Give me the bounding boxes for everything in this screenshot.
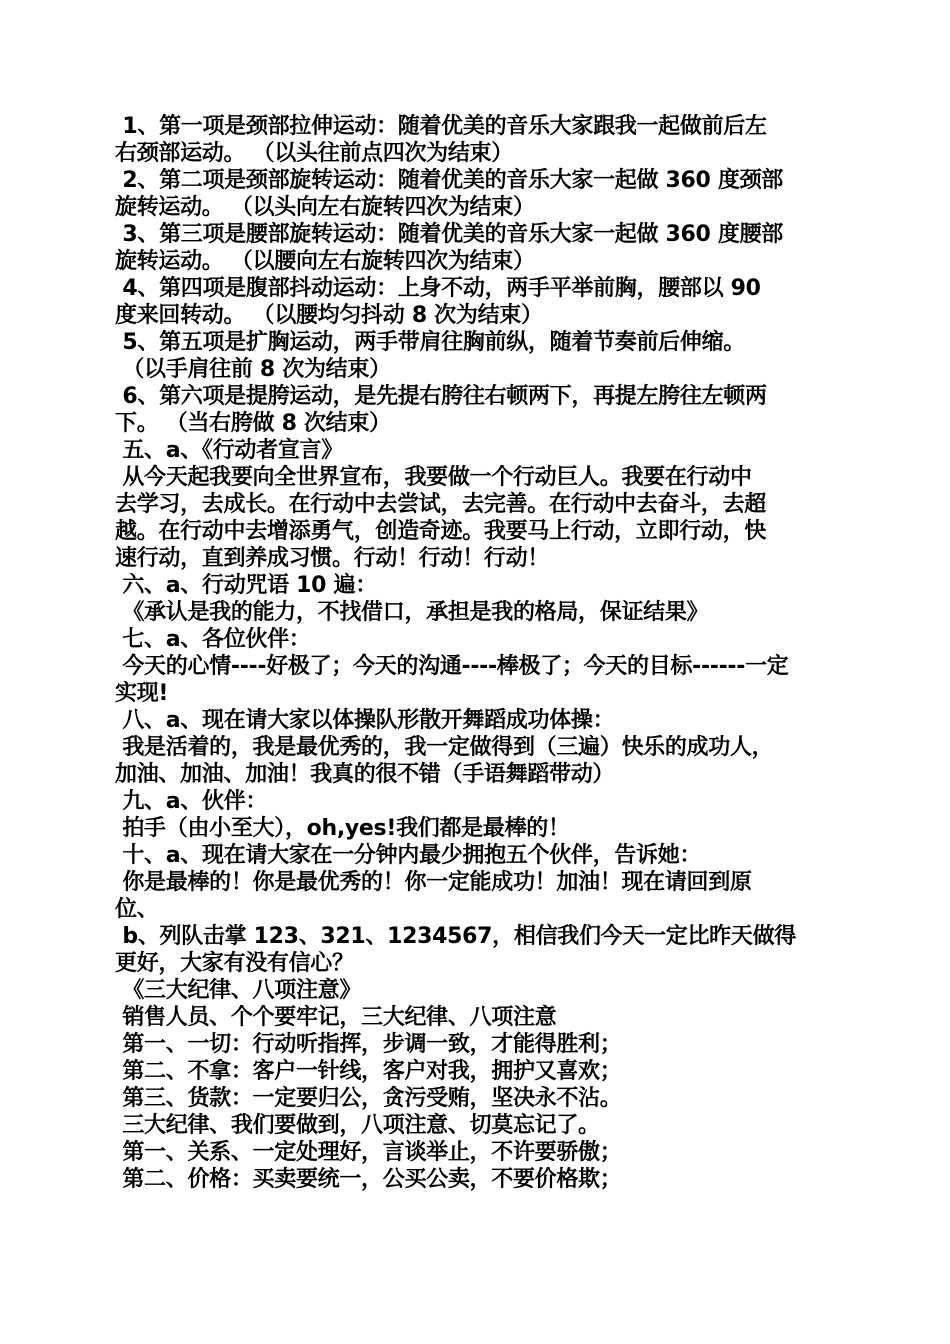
text-line: 拍手（由小至大），oh,yes!我们都是最棒的！	[115, 816, 570, 841]
text-line: 今天的心情----好极了；今天的沟通----棒极了；今天的目标------一定	[115, 654, 789, 679]
text-line: 我是活着的，我是最优秀的，我一定做得到（三遍）快乐的成功人，	[115, 735, 774, 760]
text-line: 越。在行动中去增添勇气，创造奇迹。我要马上行动，立即行动，快	[115, 519, 767, 544]
section-heading: 八、a、现在请大家以体操队形散开舞蹈成功体操：	[115, 708, 615, 733]
text-line: 第一、一切：行动听指挥，步调一致，才能得胜利；	[115, 1032, 622, 1057]
text-line: 第三、货款：一定要归公，贪污受贿，坚决永不沾。	[115, 1086, 622, 1111]
text-line: 从今天起我要向全世界宣布，我要做一个行动巨人。我要在行动中	[115, 465, 752, 490]
text-line: 右颈部运动。 （以头往前点四次为结束）	[115, 141, 513, 166]
text-line: 第一、关系、一定处理好，言谈举止，不许要骄傲；	[115, 1140, 622, 1165]
text-line: 下。 （当右胯做 8 次结束）	[115, 411, 391, 436]
text-line: 2、第二项是颈部旋转运动：随着优美的音乐大家一起做 360 度颈部	[115, 168, 784, 193]
text-line: 你是最棒的！你是最优秀的！你一定能成功！加油！现在请回到原	[115, 870, 752, 895]
text-line: 6、第六项是提胯运动，是先提右胯往右顿两下，再提左胯往左顿两	[115, 384, 767, 409]
text-line: 加油、加油、加油！我真的很不错（手语舞蹈带动）	[115, 762, 615, 787]
text-line: （以手肩往前 8 次为结束）	[115, 357, 391, 382]
text-line: 4、第四项是腹部抖动运动：上身不动，两手平举前胸，腰部以 90	[115, 276, 761, 301]
text-line: 更好，大家有没有信心？	[115, 951, 354, 976]
section-heading: 六、a、行动咒语 10 遍：	[115, 573, 377, 598]
text-line: b、列队击掌 123、321、1234567，相信我们今天一定比昨天做得	[115, 924, 796, 949]
section-heading: 九、a、伙伴：	[115, 789, 268, 814]
text-line: 位、	[115, 897, 159, 922]
text-line: 5、第五项是扩胸运动，两手带肩往胸前纵，随着节奏前后伸缩。	[115, 330, 745, 355]
text-line: 速行动，直到养成习惯。行动！行动！行动！	[115, 546, 550, 571]
document-body	[115, 113, 835, 1193]
text-line: 旋转运动。 （以头向左右旋转四次为结束）	[115, 195, 535, 220]
text-line: 度来回转动。 （以腰均匀抖动 8 次为结束）	[115, 303, 543, 328]
section-heading: 五、a、《行动者宣言》	[115, 438, 343, 463]
text-line: 1、第一项是颈部拉伸运动：随着优美的音乐大家跟我一起做前后左	[115, 114, 767, 139]
section-heading: 七、a、各位伙伴：	[115, 627, 311, 652]
text-line: 实现!	[115, 681, 169, 706]
text-line: 第二、不拿：客户一针线，客户对我，拥护又喜欢；	[115, 1059, 622, 1084]
text-line: 3、第三项是腰部旋转运动：随着优美的音乐大家一起做 360 度腰部	[115, 222, 784, 247]
text-line: 去学习，去成长。在行动中去尝试，去完善。在行动中去奋斗，去超	[115, 492, 767, 517]
text-line: 第二、价格：买卖要统一，公买公卖，不要价格欺；	[115, 1167, 622, 1192]
text-line: 销售人员、个个要牢记，三大纪律、八项注意	[115, 1005, 557, 1030]
section-heading: 十、a、现在请大家在一分钟内最少拥抱五个伙伴，告诉她：	[115, 843, 702, 868]
section-heading: 《三大纪律、八项注意》	[115, 978, 362, 1003]
text-line: 《承认是我的能力，不找借口，承担是我的格局，保证结果》	[115, 600, 709, 625]
text-line: 旋转运动。 （以腰向左右旋转四次为结束）	[115, 249, 535, 274]
text-line: 三大纪律、我们要做到，八项注意、切莫忘记了。	[115, 1113, 600, 1138]
